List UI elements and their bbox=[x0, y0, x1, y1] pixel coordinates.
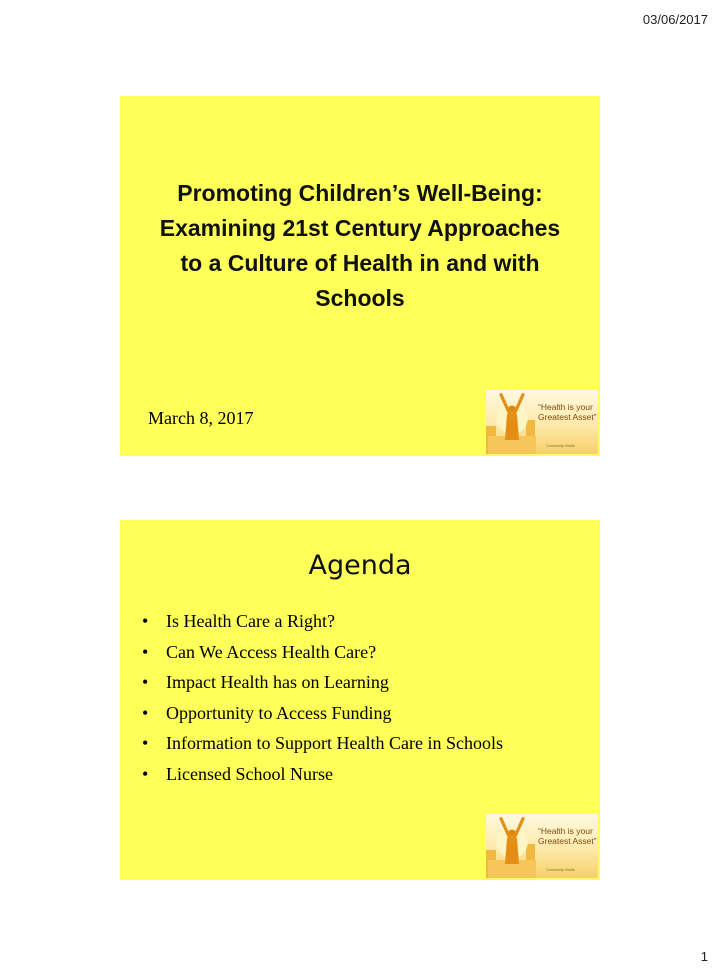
logo-text bbox=[538, 826, 598, 846]
slide-title-line: Schools bbox=[315, 285, 405, 311]
agenda-item bbox=[136, 606, 503, 637]
logo-credit: Community Health bbox=[546, 868, 575, 872]
logo-line: “Health is your bbox=[538, 826, 593, 836]
title-slide bbox=[120, 96, 600, 456]
bullet-icon: • bbox=[142, 641, 149, 662]
slide-title-line: Examining 21st Century Approaches bbox=[159, 215, 561, 241]
slide-title-line: to a Culture of Health in and with bbox=[180, 250, 540, 276]
agenda-item-text: Licensed School Nurse bbox=[166, 763, 333, 784]
bullet-icon: • bbox=[142, 672, 149, 692]
person-raising-arms-icon bbox=[486, 814, 598, 878]
health-logo bbox=[486, 390, 598, 454]
agenda-item bbox=[136, 728, 503, 759]
page-date: 03/06/2017 bbox=[642, 12, 708, 27]
bullet-icon: • bbox=[142, 611, 149, 631]
agenda-item-text: Information to Support Health Care in Schools bbox=[166, 733, 503, 753]
slide-title bbox=[130, 176, 590, 316]
agenda-item-text: Can We Access Health Care? bbox=[166, 641, 377, 662]
agenda-item-text: Opportunity to Access Funding bbox=[166, 702, 392, 723]
slide-title-line: Promoting Children’s Well-Being: bbox=[177, 180, 543, 206]
agenda-item bbox=[136, 698, 503, 729]
agenda-item bbox=[136, 667, 503, 698]
agenda-slide bbox=[120, 520, 600, 880]
agenda-item bbox=[136, 759, 503, 790]
presentation-date: March 8, 2017 bbox=[148, 408, 254, 428]
agenda-title: Agenda bbox=[308, 550, 412, 581]
logo-line: Greatest Asset” bbox=[538, 412, 597, 422]
agenda-item-text: Is Health Care a Right? bbox=[166, 611, 335, 631]
agenda-item bbox=[136, 637, 503, 668]
health-logo bbox=[486, 814, 598, 878]
bullet-icon: • bbox=[142, 702, 149, 723]
bullet-icon: • bbox=[142, 733, 149, 753]
agenda-item-text: Impact Health has on Learning bbox=[166, 672, 389, 692]
logo-line: “Health is your bbox=[538, 402, 593, 412]
logo-line: Greatest Asset” bbox=[538, 836, 597, 846]
bullet-icon: • bbox=[142, 763, 149, 784]
logo-credit: Community Health bbox=[546, 444, 575, 448]
agenda-list bbox=[136, 606, 503, 789]
logo-text bbox=[538, 402, 598, 422]
page-number: 1 bbox=[700, 949, 708, 964]
person-raising-arms-icon bbox=[486, 390, 598, 454]
